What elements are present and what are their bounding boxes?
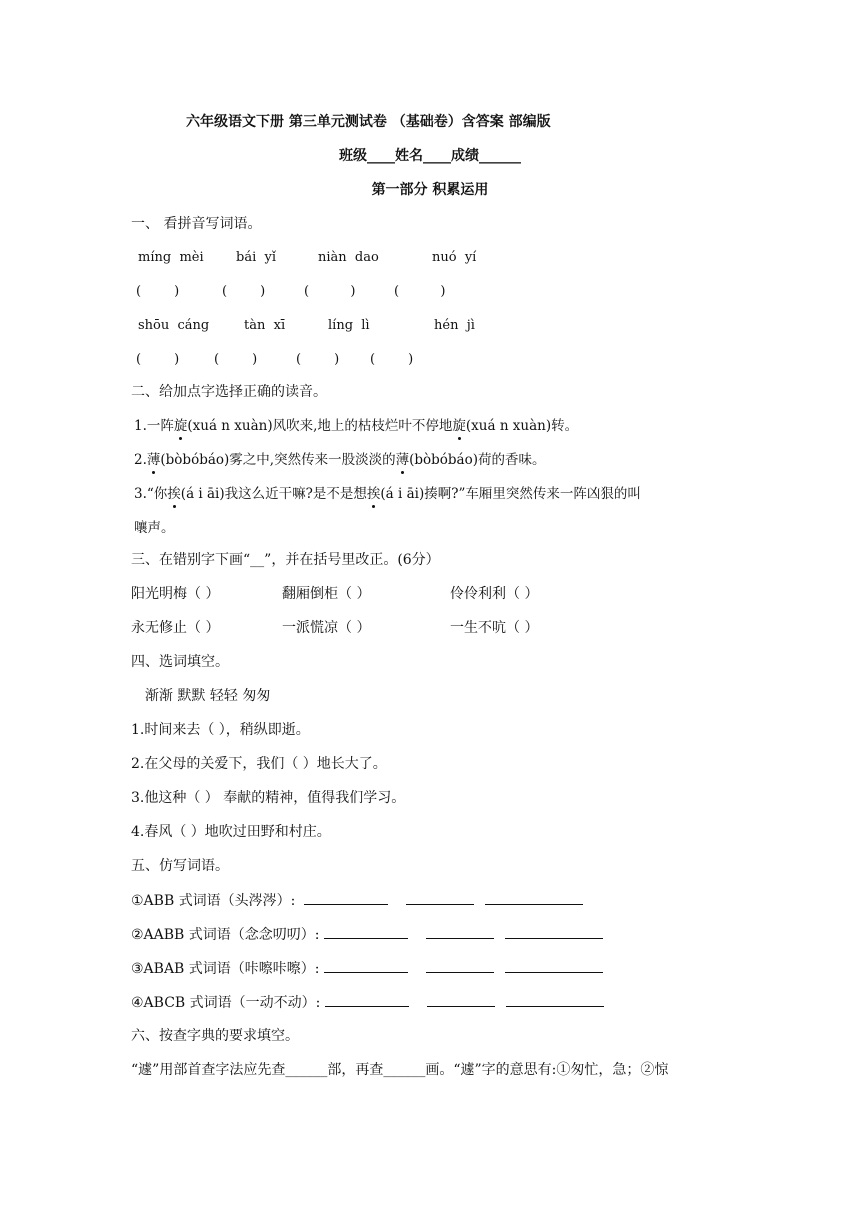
answer-line[interactable] [427,992,495,1007]
q1-pinyin: shōu cáng [138,318,210,333]
q2-sentence-3: 3.“你挨(á i āi)我这么近干嘛?是不是想挨(á i āi)揍啊?”车厢里突然传来一阵凶狠的叫 [134,486,641,502]
answer-line[interactable] [304,890,388,905]
q1-answer-blank[interactable]: ( ) [304,284,356,299]
q5-item: ②AABB 式词语（念念叨叨）: [131,924,603,945]
q4-sentence-2: 2.在父母的关爱下，我们（ ）地长大了。 [131,756,387,772]
q1-pinyin: niàn dao [318,250,379,265]
q3-item: 一生不吭（ ） [450,620,539,636]
q1-pinyin: líng lì [328,318,370,333]
answer-line[interactable] [325,992,409,1007]
dotted-char: 薄 [146,452,161,468]
q4-sentence-1: 1.时间来去（ ），稍纵即逝。 [131,722,310,738]
q3-item: 翻厢倒柜（ ） [282,586,371,602]
answer-line[interactable] [505,958,603,973]
q1-pinyin: nuó yí [432,250,477,265]
dotted-char: 旋 [173,418,188,434]
q1-answer-blank[interactable]: ( ) [296,352,340,367]
q3-item: 永无修止（ ） [131,620,220,636]
answer-line[interactable] [324,958,408,973]
answer-line[interactable] [406,890,474,905]
dotted-char: 旋 [452,418,466,434]
q1-answer-blank[interactable]: ( ) [136,352,180,367]
q5-heading: 五、仿写词语。 [131,858,229,874]
q5-item: ③ABAB 式词语（咔嚓咔嚓）: [131,958,603,979]
q3-heading: 三、在错别字下画“__”，并在括号里改正。(6分） [131,552,440,568]
q3-item: 伶伶利利（ ） [450,586,539,602]
q1-heading: 一、 看拼音写词语。 [131,216,262,232]
q4-heading: 四、选词填空。 [131,654,229,670]
q1-answer-blank[interactable]: ( ) [214,352,258,367]
q1-answer-blank[interactable]: ( ) [136,284,180,299]
q3-item: 阳光明梅（ ） [131,586,220,602]
q1-pinyin: tàn xī [244,318,286,333]
q1-answer-blank[interactable]: ( ) [370,352,414,367]
q2-sentence-3-cont: 嚷声。 [134,520,175,536]
q5-item: ①ABB 式词语（头涔涔）: [131,890,583,911]
q4-sentence-3: 3.他这种（ ） 奉献的精神，值得我们学习。 [131,790,406,806]
answer-line[interactable] [506,992,604,1007]
q5-item: ④ABCB 式词语（一动不动）: [131,992,604,1013]
dotted-char: 薄 [395,452,410,468]
class-name-score-line: 班级____姓名____成绩______ [339,148,521,164]
dotted-char: 挨 [167,486,181,502]
document-title: 六年级语文下册 第三单元测试卷 （基础卷）含答案 部编版 [186,114,551,130]
q1-pinyin: míng mèi [138,250,204,265]
q2-sentence-1: 1.一阵旋(xuá n xuàn)风吹来,地上的枯枝烂叶不停地旋(xuá n xuàn)转。 [134,418,579,434]
q1-pinyin: hén jì [434,318,475,333]
q1-answer-blank[interactable]: ( ) [394,284,446,299]
answer-line[interactable] [426,924,494,939]
q6-heading: 六、按查字典的要求填空。 [131,1028,299,1044]
answer-line[interactable] [324,924,408,939]
answer-line[interactable] [426,958,494,973]
q4-sentence-4: 4.春风（ ）地吹过田野和村庄。 [131,824,331,840]
answer-line[interactable] [505,924,603,939]
q2-heading: 二、给加点字选择正确的读音。 [131,384,327,400]
q6-text: “遽”用部首查字法应先查______部，再查______画。“遽”字的意思有:①匆忙，急；②惊 [131,1062,669,1078]
q1-pinyin: bái yǐ [236,250,276,265]
q3-item: 一派慌凉（ ） [282,620,371,636]
dotted-char: 挨 [366,486,381,502]
q4-word-options: 渐渐 默默 轻轻 匆匆 [145,688,271,704]
answer-line[interactable] [485,890,583,905]
q1-answer-blank[interactable]: ( ) [222,284,266,299]
part-title: 第一部分 积累运用 [371,182,489,198]
q2-sentence-2: 2.薄(bòbóbáo)雾之中,突然传来一股淡淡的薄(bòbóbáo)荷的香味。 [134,452,546,468]
